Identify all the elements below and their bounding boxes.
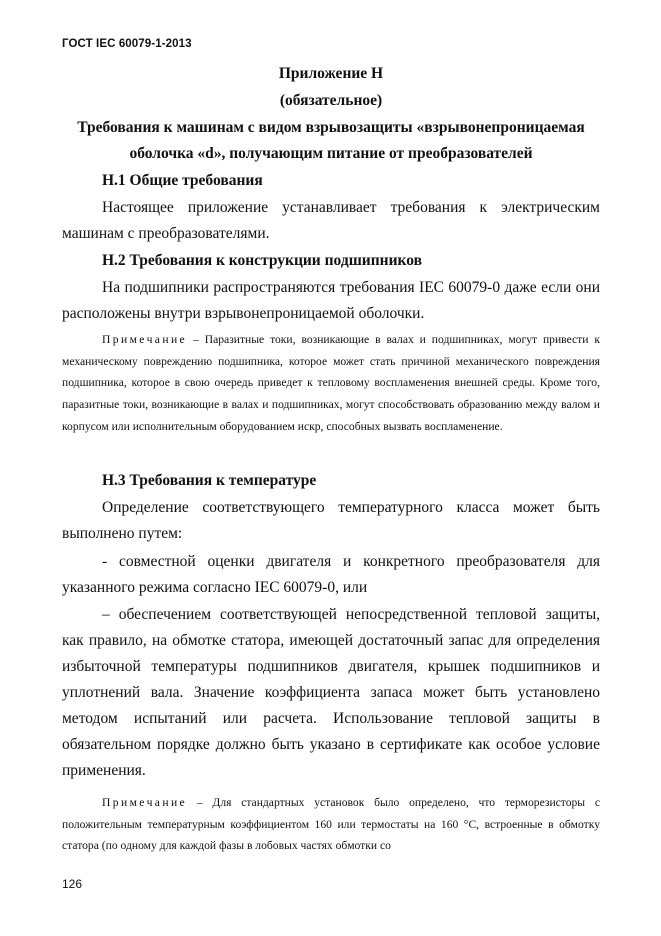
note-text: – Паразитные токи, возникающие в валах и подшипниках, могут привести к механическому повреждению подшипника, которое может стать причиной механического повреждения подшипника, которое в свою очередь приведет к тепловому воспламенения внешней среды. Кроме того, паразитные токи, возникающие в валах и подшипниках, могут способствовать образованию между валом и корпусом или исполнительным оборудованием искр, способных вызвать воспламенение. — [62, 333, 600, 433]
section-h3-note — [62, 792, 600, 857]
main-title — [62, 115, 600, 167]
section-h3-paragraph-2: - совместной оценки двигателя и конкретного преобразователя для указанного режима согласно IEC 60079-0, или — [62, 553, 600, 596]
main-title-line-1: Требования к машинам с видом взрывозащиты «взрывонепроницаемая — [77, 119, 585, 136]
note-text: – Для стандартных установок было определено, что терморезисторы с положительным температурным коэффициентом 160 или термостаты на 160 °С, встроенные в обмотку статора (по одному для каждой фазы в лобовых частях обмотки со — [62, 796, 600, 853]
page-number: 126 — [62, 877, 83, 891]
note-label: Примечание — [102, 796, 188, 809]
section-heading-h1: H.1 Общие требования — [102, 172, 263, 189]
section-h2-paragraph-1: На подшипники распространяются требования IEC 60079-0 даже если они расположены внутри взрывонепроницаемой оболочки. — [62, 279, 600, 322]
note-label: Примечание — [102, 333, 188, 346]
appendix-title: Приложение H — [278, 65, 384, 82]
appendix-status: (обязательное) — [279, 92, 383, 109]
section-heading-h3: H.3 Требования к температуре — [102, 472, 317, 489]
main-title-line-2: оболочка «d», получающим питание от преобразователей — [129, 145, 533, 162]
section-h3-paragraph-3: – обеспечением соответствующей непосредственной тепловой защиты, как правило, на обмотке статора, имеющей достаточный запас для определения избыточной температуры подшипников двигателя, крышек подшипников и уплотнений вала. Значение коэффициента запаса может быть установлено методом испытаний или расчета. Использование тепловой защиты в обязательном порядке должно быть указано в сертификате как особое условие применения. — [62, 606, 600, 779]
section-h3-paragraph-1: Определение соответствующего температурного класса может быть выполнено путем: — [62, 499, 600, 542]
section-h1-paragraph-1: Настоящее приложение устанавливает требования к электрическим машинам с преобразователями. — [62, 199, 600, 242]
document-header: ГОСТ IEC 60079-1-2013 — [62, 38, 192, 50]
section-h2-note — [62, 329, 600, 438]
section-heading-h2: H.2 Требования к конструкции подшипников — [102, 252, 422, 269]
